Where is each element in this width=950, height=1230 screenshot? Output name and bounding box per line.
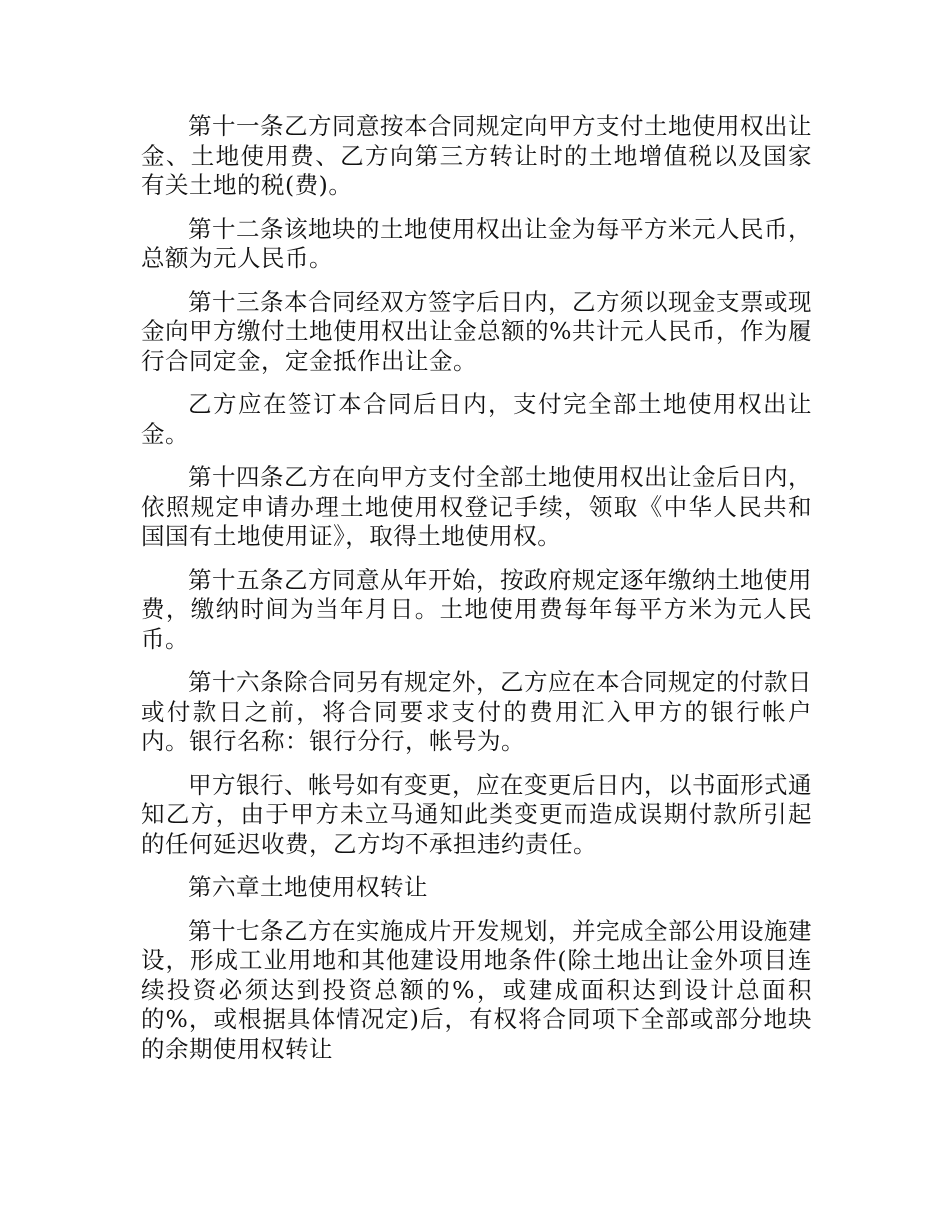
document-body <box>141 112 812 1064</box>
article-11-paragraph: 第十一条乙方同意按本合同规定向甲方支付土地使用权出让金、土地使用费、乙方向第三方转让时的土地增值税以及国家有关土地的税(费)。 <box>141 112 812 199</box>
article-13-paragraph: 第十三条本合同经双方签字后日内，乙方须以现金支票或现金向甲方缴付土地使用权出让金总额的%共计元人民币，作为履行合同定金，定金抵作出让金。 <box>141 287 812 375</box>
payment-deadline-paragraph: 乙方应在签订本合同后日内，支付完全部土地使用权出让金。 <box>141 390 812 448</box>
article-17-paragraph: 第十七条乙方在实施成片开发规划，并完成全部公用设施建设，形成工业用地和其他建设用地条件(除土地出让金外项目连续投资必须达到投资总额的%，或建成面积达到设计总面积的%，或根据具体情况定)后，有权将合同项下全部或部分地块的余期使用权转让 <box>141 916 812 1063</box>
article-16-paragraph: 第十六条除合同另有规定外，乙方应在本合同规定的付款日或付款日之前，将合同要求支付的费用汇入甲方的银行帐户内。银行名称：银行分行，帐号为。 <box>141 668 812 755</box>
article-15-paragraph: 第十五条乙方同意从年开始，按政府规定逐年缴纳土地使用费，缴纳时间为当年月日。土地使用费每年每平方米为元人民币。 <box>141 565 812 653</box>
article-12-paragraph: 第十二条该地块的土地使用权出让金为每平方米元人民币，总额为元人民币。 <box>141 214 812 272</box>
chapter-6-heading: 第六章土地使用权转让 <box>188 873 428 901</box>
article-14-paragraph: 第十四条乙方在向甲方支付全部土地使用权出让金后日内，依照规定申请办理土地使用权登记手续，领取《中华人民共和国国有土地使用证》，取得土地使用权。 <box>141 463 812 550</box>
bank-change-paragraph: 甲方银行、帐号如有变更，应在变更后日内，以书面形式通知乙方，由于甲方未立马通知此类变更而造成误期付款所引起的任何延迟收费，乙方均不承担违约责任。 <box>141 770 812 858</box>
